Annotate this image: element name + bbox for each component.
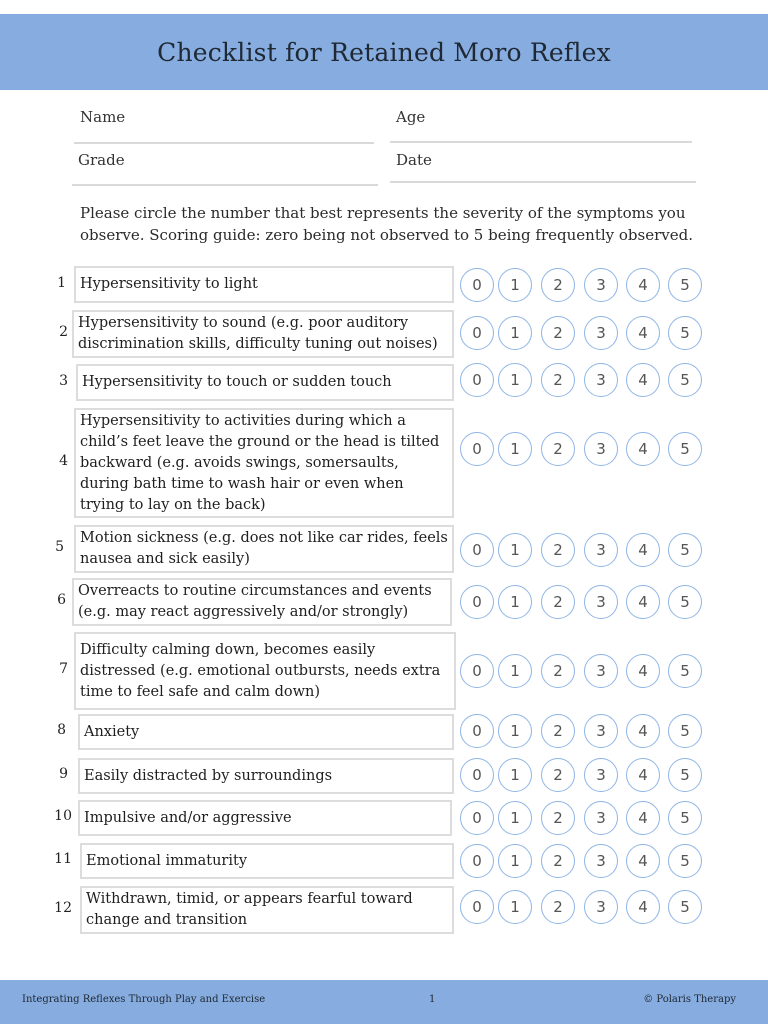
- item-text-box: [80, 886, 454, 934]
- score-option-1[interactable]: 1: [498, 844, 532, 878]
- score-option-2[interactable]: 2: [541, 585, 575, 619]
- date-line: [390, 181, 696, 183]
- score-option-5[interactable]: 5: [668, 533, 702, 567]
- footer-copyright: © Polaris Therapy: [643, 994, 736, 1005]
- item-text: Withdrawn, timid, or appears fearful toward change and transition: [86, 891, 413, 928]
- score-option-1[interactable]: 1: [498, 758, 532, 792]
- score-option-3[interactable]: 3: [584, 654, 618, 688]
- item-number: 7: [59, 661, 68, 677]
- score-option-0[interactable]: 0: [460, 890, 494, 924]
- score-option-3[interactable]: 3: [584, 432, 618, 466]
- score-option-4[interactable]: 4: [626, 268, 660, 302]
- score-option-3[interactable]: 3: [584, 801, 618, 835]
- item-number: 12: [54, 900, 72, 916]
- score-option-3[interactable]: 3: [584, 316, 618, 350]
- score-option-4[interactable]: 4: [626, 432, 660, 466]
- item-text-box: [78, 758, 454, 794]
- score-option-0[interactable]: 0: [460, 801, 494, 835]
- item-text: Anxiety: [84, 723, 140, 740]
- item-number: 5: [55, 539, 64, 555]
- score-option-5[interactable]: 5: [668, 432, 702, 466]
- score-option-0[interactable]: 0: [460, 268, 494, 302]
- score-option-2[interactable]: 2: [541, 890, 575, 924]
- item-number: 11: [54, 851, 72, 867]
- score-option-2[interactable]: 2: [541, 316, 575, 350]
- score-option-1[interactable]: 1: [498, 316, 532, 350]
- grade-field[interactable]: [72, 151, 380, 189]
- page-footer: [0, 980, 768, 1024]
- item-text-box: [74, 525, 454, 573]
- age-label: Age: [396, 108, 426, 126]
- score-option-1[interactable]: 1: [498, 533, 532, 567]
- score-option-3[interactable]: 3: [584, 585, 618, 619]
- score-option-2[interactable]: 2: [541, 432, 575, 466]
- item-text: Impulsive and/or aggressive: [84, 809, 292, 826]
- score-option-5[interactable]: 5: [668, 316, 702, 350]
- item-text-box: [80, 843, 454, 879]
- item-text-box: [72, 578, 452, 626]
- name-line: [74, 142, 374, 144]
- score-option-4[interactable]: 4: [626, 363, 660, 397]
- name-label: Name: [80, 108, 126, 126]
- score-option-0[interactable]: 0: [460, 844, 494, 878]
- score-option-5[interactable]: 5: [668, 844, 702, 878]
- item-text-box: [72, 310, 454, 358]
- score-option-2[interactable]: 2: [541, 363, 575, 397]
- item-text: Emotional immaturity: [86, 852, 248, 869]
- score-option-3[interactable]: 3: [584, 533, 618, 567]
- item-text-box: [76, 364, 454, 401]
- score-option-5[interactable]: 5: [668, 801, 702, 835]
- item-number: 4: [59, 453, 68, 469]
- score-option-4[interactable]: 4: [626, 890, 660, 924]
- score-option-0[interactable]: 0: [460, 432, 494, 466]
- score-option-1[interactable]: 1: [498, 585, 532, 619]
- score-option-1[interactable]: 1: [498, 363, 532, 397]
- score-option-3[interactable]: 3: [584, 890, 618, 924]
- score-option-1[interactable]: 1: [498, 714, 532, 748]
- score-option-4[interactable]: 4: [626, 801, 660, 835]
- score-option-0[interactable]: 0: [460, 654, 494, 688]
- name-field[interactable]: [74, 108, 376, 146]
- page-header: [0, 14, 768, 90]
- score-option-3[interactable]: 3: [584, 714, 618, 748]
- age-line: [390, 141, 692, 143]
- item-text: Hypersensitivity to light: [80, 276, 258, 292]
- score-option-3[interactable]: 3: [584, 363, 618, 397]
- score-option-0[interactable]: 0: [460, 533, 494, 567]
- item-text: Motion sickness (e.g. does not like car rides, feels nausea and sick easily): [80, 530, 448, 567]
- score-option-0[interactable]: 0: [460, 758, 494, 792]
- score-option-4[interactable]: 4: [626, 758, 660, 792]
- score-option-4[interactable]: 4: [626, 316, 660, 350]
- score-option-1[interactable]: 1: [498, 654, 532, 688]
- score-option-4[interactable]: 4: [626, 585, 660, 619]
- score-option-0[interactable]: 0: [460, 363, 494, 397]
- score-option-2[interactable]: 2: [541, 654, 575, 688]
- score-option-2[interactable]: 2: [541, 758, 575, 792]
- score-option-4[interactable]: 4: [626, 844, 660, 878]
- item-number: 1: [57, 274, 66, 291]
- score-option-2[interactable]: 2: [541, 714, 575, 748]
- item-text-box: [78, 800, 452, 836]
- score-option-2[interactable]: 2: [541, 801, 575, 835]
- score-option-0[interactable]: 0: [460, 585, 494, 619]
- age-field[interactable]: [390, 108, 694, 146]
- page-title: Checklist for Retained Moro Reflex: [157, 37, 611, 67]
- page-number: 1: [429, 994, 436, 1005]
- item-text: Hypersensitivity to activities during which a child’s feet leave the ground or the head is tilted backward (e.g. avoids swings, somersaults, during bath time to wash hair or even when trying to lay on the back): [80, 412, 440, 513]
- score-option-1[interactable]: 1: [498, 432, 532, 466]
- score-option-5[interactable]: 5: [668, 714, 702, 748]
- item-text-box: [78, 714, 454, 750]
- score-option-5[interactable]: 5: [668, 363, 702, 397]
- score-option-2[interactable]: 2: [541, 844, 575, 878]
- score-option-4[interactable]: 4: [626, 654, 660, 688]
- item-text: Hypersensitivity to sound (e.g. poor auditory discrimination skills, difficulty tuning out noises): [78, 315, 438, 352]
- score-option-4[interactable]: 4: [626, 533, 660, 567]
- score-option-1[interactable]: 1: [498, 268, 532, 302]
- score-option-2[interactable]: 2: [541, 268, 575, 302]
- score-option-3[interactable]: 3: [584, 844, 618, 878]
- grade-label: Grade: [78, 151, 125, 169]
- score-option-0[interactable]: 0: [460, 714, 494, 748]
- item-text: Hypersensitivity to touch or sudden touch: [82, 374, 392, 390]
- item-text: Easily distracted by surroundings: [84, 767, 333, 784]
- item-number: 9: [59, 766, 68, 782]
- score-option-5[interactable]: 5: [668, 654, 702, 688]
- score-option-5[interactable]: 5: [668, 268, 702, 302]
- item-text-box: [74, 408, 454, 518]
- score-option-1[interactable]: 1: [498, 801, 532, 835]
- instructions: Please circle the number that best represents the severity of the symptoms you observe. Scoring guide: zero being not observed to 5 being frequently observed.: [80, 204, 693, 244]
- score-option-5[interactable]: 5: [668, 890, 702, 924]
- footer-title: Integrating Reflexes Through Play and Exercise: [22, 994, 266, 1005]
- score-option-3[interactable]: 3: [584, 268, 618, 302]
- item-number: 2: [59, 324, 68, 340]
- score-option-3[interactable]: 3: [584, 758, 618, 792]
- score-option-1[interactable]: 1: [498, 890, 532, 924]
- item-text-box: [74, 266, 454, 303]
- score-option-2[interactable]: 2: [541, 533, 575, 567]
- grade-line: [72, 184, 378, 186]
- score-option-0[interactable]: 0: [460, 316, 494, 350]
- score-option-5[interactable]: 5: [668, 758, 702, 792]
- item-text-box: [74, 632, 456, 710]
- date-field[interactable]: [390, 151, 698, 189]
- score-option-4[interactable]: 4: [626, 714, 660, 748]
- item-number: 10: [54, 808, 72, 824]
- score-option-5[interactable]: 5: [668, 585, 702, 619]
- item-number: 3: [59, 372, 68, 389]
- item-number: 6: [57, 592, 66, 608]
- date-label: Date: [396, 151, 432, 169]
- item-text: Difficulty calming down, becomes easily distressed (e.g. emotional outbursts, needs extra time to feel safe and calm down): [80, 641, 441, 700]
- item-text: Overreacts to routine circumstances and events (e.g. may react aggressively and/or strongly): [78, 583, 432, 620]
- item-number: 8: [57, 722, 66, 738]
